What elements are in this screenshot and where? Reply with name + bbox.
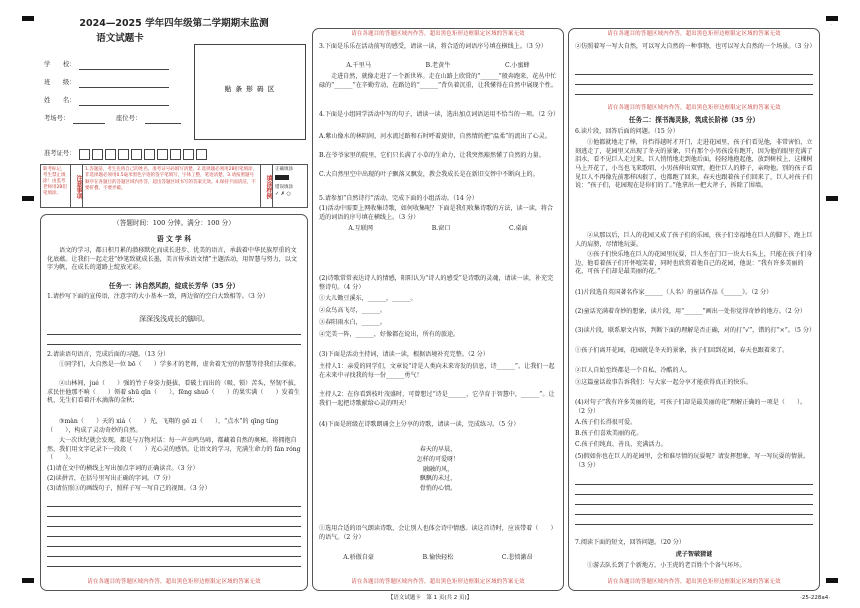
answer-panel-middle [312, 28, 564, 591]
exam-title: 2024—2025 学年四年级第二学期期末监测 [79, 18, 269, 29]
q5-options: A.互联网 B.窗口 C.桌面 [348, 225, 528, 232]
admission-number-field[interactable]: 准考证号： [44, 149, 209, 160]
q5-sub4: (4)下面是班级在诗歌朗诵会上分享的诗歌，请读一读，完成练习。（5 分） [319, 421, 520, 428]
corner-marker [826, 578, 838, 583]
q6-sub3: (3)读片段，联系原文内容，判断下面的理解是否正确，对的打“√”，错的打“×”。（5 分） [575, 327, 816, 334]
q6-sub4-option-a: A.孩子们长得很可爱。 [575, 419, 637, 426]
notice-box [40, 164, 308, 208]
q5-line-3: ③春阳雨水白，______。 [319, 319, 387, 326]
question-4: 4.下面是小组同学活动中写的句子，请读一读，选出加点词语运用不恰当的一项。（2 分） [319, 111, 560, 118]
q3-options: A.千里马 B.老黄牛 C.小蜜蜂 [346, 62, 530, 69]
corner-marker [22, 16, 34, 21]
q6-judge-1: ①孩子们离开花园，花园就是冬天的景象，孩子们回到花园，春天也跟着来了。 [575, 347, 789, 354]
school-field[interactable]: 学 校： [44, 61, 169, 70]
exam-subtitle: 语文试题卡 [96, 32, 144, 44]
task2-title: 任务二：探书海灵脉，筑成长阶梯（35 分） [628, 116, 760, 124]
q5-sub1: (1)活动中需要上网收集诗歌，如何收集呢？下面是我们收集诗歌的方法，读一读，将合适的词语的序号填在横线上。（3 分） [319, 205, 554, 221]
q5-writing-lines[interactable] [575, 65, 813, 96]
q6-judge-3: ③这篇童话故事告诉我们：与大家一起分享才能获得真正的快乐。 [575, 379, 752, 386]
q5-host2: 主持人2：在你看到枝叶茂盛时，可曾想过“诗是______，它孕育于智慧中，______”。让我们一起把诗歌献给心灵的明天！ [319, 391, 555, 407]
q6-sub4-option-b: B.孩子们喜欢美丽的花。 [575, 430, 643, 437]
notice-body: 1.答题前，考生先将自己的姓名、准考证号码填写清楚。2.选择题必须用2B铅笔填涂，非选择题必须用0.5毫米黑色字迹的签字笔填写，字体工整，笔迹清楚。3.请按照题号顺序在各题目的答题区域内作答，超出答题区域书写的答案无效。4.保持卡面清洁，不要折叠、不要弄破。 [83, 165, 261, 207]
q6-sub1: (1)片段选自英国著名作家______（人名）的童话作品《______》。（2 分） [575, 289, 773, 296]
q2-sub2: (2)读拼音，在括号里写出正确的字词。（7 分） [47, 475, 175, 482]
q2-para3: ③màn（ ）天的 xiá（ ）光，飞翔的 gē zi（ ），“点水”的 qīng tíng（ ），构成了灵动奇妙的自然。 [47, 418, 279, 434]
column-middle [312, 14, 564, 591]
page-code: ·25-228a4· [800, 595, 830, 601]
answer-panel-right [568, 28, 820, 591]
q4-option-a: A.紫山像水的林阴间，河水流过路和石时呼着旋律，自然情的把“温柔”的流出了心灵。 [319, 133, 551, 140]
column-right [568, 14, 820, 591]
q6-writing-lines[interactable] [575, 475, 813, 526]
answer-panel-left [40, 214, 308, 591]
question-6: 6.读片段，回答后面的问题。（15 分） [575, 128, 679, 135]
fill-example: 正确填涂 错误填涂 ✓ ✗ ○ [275, 167, 293, 198]
q2-para4: 大一次世纪就会发现，都是与万物对话：每一声虫鸣鸟啼，都藏着自然的奥秘。将拥抱自然，我们用文字记录下一段段（ ）光心灵的感悟，让语文的学习，充满生命力的 fán róng（ ）。 [47, 437, 301, 462]
q6-sub4: (4)对句子“我有许多美丽的花，可孩子们却是最美丽的花”理解正确的一项是（ ）。（2 分） [575, 399, 807, 415]
q1-phrase: 深深浅浅成长的脚印。 [139, 315, 209, 323]
question-7: 7.阅读下面的短文，回答问题。（20 分） [575, 539, 685, 546]
q1-writing-lines[interactable] [47, 325, 301, 346]
question-2: 2.请读语句语言，完成后面的习题。（13 分） [47, 351, 170, 358]
red-notice-mid: 请在各题目的答题区域内作答，超出黑色矩形边框限定区域的答案无效 [607, 105, 781, 111]
q2-para1: ①同学们，大自然是一位 bō（ ）学多才的老师，虚舍着无穷的智慧等待我们去探索。 [59, 361, 301, 368]
corner-marker [22, 196, 34, 201]
q2-sub1: (1)请在文中的横线上写出加点字词的正确读音。（3 分） [47, 465, 199, 472]
question-1: 1.请抄写下面的宣传语，注意字的大小基本一致，两边留的空白大致相等。（3 分） [47, 293, 269, 300]
notice-title: 注意事项 [71, 165, 83, 207]
red-notice-top: 请在各题目的答题区域内作答，超出黑色矩形边框限定区域的答案无效 [607, 31, 781, 37]
q2-sub3: (3)请仿照③的画线句子，照样子写一写自己的视图。（3 分） [47, 485, 211, 492]
q6-sub5: (5)假如你也在巨人的花园里，会和谁尽情的玩耍呢？请发挥想象，写一写玩耍的情景。（3 分） [575, 453, 810, 469]
column-left [40, 14, 308, 591]
page-footer: 【语文试题卡 第 1 页(共 2 页)】 [387, 595, 473, 601]
poem: 春天的早晨， 怎样的可爱呀！ 融融的风， 飘飘的未过， 骨悄的心情。 [416, 446, 460, 492]
q2-para2: ②山林间，jué（ ）强的竹子身姿力挺拔，看破土而出的（吸、锁）苦头，坚韧不拔，求民住他那不响（ ）领着 shū qīn（ ），fēng shuō（ ）的果实满（ ）发着生机，先生们看着汗水滴落的金秋； [47, 380, 300, 405]
section-title: 语 文 学 科 [156, 235, 192, 243]
q6-judge-2: ②巨人自始至终都是一个自私、冷酷的人。 [575, 367, 691, 374]
intro-text: 语文的学习，都日积月累的潜移默化而成长进步，优美的语言，承载着中华民族厚重的文化底蕴。让我们一起走进“妙笔致就成长墨，美言传承语文情”主题活动，用智慧与努力，以文字为帆，在成长的道路上绽放光彩。 [47, 247, 297, 272]
q7-title: 虎子智破猜谜 [675, 551, 713, 558]
q6-para2: ②从那以后，巨人的花园又成了孩子们的乐园，孩子们幸福地在巨人的脚下，跑上巨人的肩膀，尽情地玩耍。 [575, 232, 813, 248]
red-notice-bottom: 请在各题目的答题区域内作答，超出黑色矩形边框限定区域的答案无效 [607, 578, 781, 585]
barcode-area: 贴 条 形 码 区 [194, 44, 306, 140]
q5-sub5-writing: ②仿照着写一写大自然，可以写大自然的一种事物，也可以写大自然的一个场景。（3 分） [575, 43, 816, 50]
q4-option-c: C.大自然里空中出现的叶子飘落又飘发，教会我成长是在新旧交替中不断向上的。 [319, 171, 539, 178]
q5-host1: 主持人1：亲爱的同学们，文章说“诗是人类向未来寄发的信息，诗______”。让我们一起在未来中寻找我的每一份______勇气！ [319, 363, 555, 379]
q3-passage: 走进自然，就像走进了一个新世界。走在山路上欣赏的“______”般奔跑来，花丛中忙碌的“______”在辛勤劳动，在路边的“______”背负着沉重，让我懂得在自然中展现个性。 [319, 73, 557, 89]
q6-sub2: (2)童话充满着奇妙的想象，读片段，用“______”画出一处你觉得奇妙的地方。（2 分） [575, 308, 806, 315]
q6-para1: ①他都就地走了棒，肯挡得越时才开门，走进花园里，孩子们看见他，非常害怕，立刻逃走了，花园里又出现了冬天的景象，只有那个小男孩没有跑开，因为他的眼里充满了泪水，看不见巨人走过来。巨人悄悄地走到他后面，轻轻地抱起他，放到树枝上，这棵树马上开花了，小鸟也飞来歌唱，小男孩伸出双臂，抱住巨人的脖子，亲吻他。别的孩子看见巨人不再像先前那样凶狠了，也都跑了回来。春天也跟着孩子们回来了，巨人对孩子们说：“孩子们，花园现在是你们的了。”他拿出一把大斧子，拆除了围墙。 [575, 139, 813, 190]
time-note: （答题时间：100 分钟。满分：100 分） [113, 219, 235, 227]
q5-line-1: ①大儿锄豆溪东，______，______。 [319, 295, 417, 302]
example-title: 填涂样例 [261, 165, 273, 207]
q5-line-2: ②众鸟高飞尽，______。 [319, 307, 387, 314]
q5-sub2: (2)诗歌常常表达诗人的情感，阳阳认为“诗人的感受”是诗歌的灵魂，请读一读，补充完整诗句。（4 分） [319, 275, 554, 291]
exam-room-field[interactable]: 考场号： [44, 115, 105, 124]
q5-sub5: ①选用合适的语气朗读诗歌，会让别人也体会诗中情感。读这首诗时，应该带着（ ）的语气。（2 分） [319, 525, 557, 541]
q5-sub5-options: A.骄傲自豪 B.愉快轻松 C.悲愤激昂 [343, 554, 533, 561]
q5-line-4: ④完美一阵，______，好像都在说出，所有的旅途。 [319, 331, 460, 338]
absent-mark: 缺考标记，考生禁止填涂！由监考老师用2B铅笔填涂。 [41, 165, 71, 207]
name-field[interactable]: 姓 名： [44, 97, 169, 106]
seat-field[interactable]: 座位号： [116, 115, 181, 124]
q2-writing-lines[interactable] [47, 497, 301, 568]
q4-option-b: B.在爷爷家里的院里，它们只长满了小草的生命力，让我突然豁然懂了自然的力量。 [319, 152, 545, 159]
page-marks: · [830, 22, 832, 28]
red-notice-bottom: 请在各题目的答题区域内作答，超出黑色矩形边框限定区域的答案无效 [87, 578, 261, 585]
task1-title: 任务一：沐自然风韵，绽成长芳华（35 分） [108, 282, 240, 290]
class-field[interactable]: 班 级： [44, 79, 169, 88]
corner-marker [826, 196, 838, 201]
q5-sub3: (3)下面是活动主持词，请读一读，根据语境补充完整。（2 分） [319, 351, 489, 358]
q7-para1: ①游去队长到了个新地方，小王虎的老百姓个个备气坏坏。 [587, 562, 746, 569]
q6-sub4-option-c: C.孩子们纯真、善良，充满活力。 [575, 441, 667, 448]
corner-marker [22, 578, 34, 583]
corner-marker [826, 16, 838, 21]
question-5: 5.请参加“自然诗行”活动，完成下面的小组活动。（14 分） [319, 195, 478, 202]
question-3: 3.下面是乐乐在活动前写的感受，请读一读，将合适的词语序号填在横线上。（3 分） [319, 43, 547, 50]
red-notice-top: 请在各题目的答题区域内作答，超出黑色矩形边框限定区域的答案无效 [351, 31, 525, 37]
q6-para3: ③孩子们快乐地在巨人的花园里玩耍，巨人坐在门口一块大石头上，只能在孩子们身边，他看着孩子们开怀嘻笑着，同时也欣赏着他自己的花园，他说：“我有许多美丽的花，可孩子们却是最美丽的花。” [575, 251, 813, 276]
red-notice-bottom: 请在各题目的答题区域内作答，超出黑色矩形边框限定区域的答案无效 [351, 578, 525, 585]
admission-number-cells[interactable] [79, 149, 209, 160]
